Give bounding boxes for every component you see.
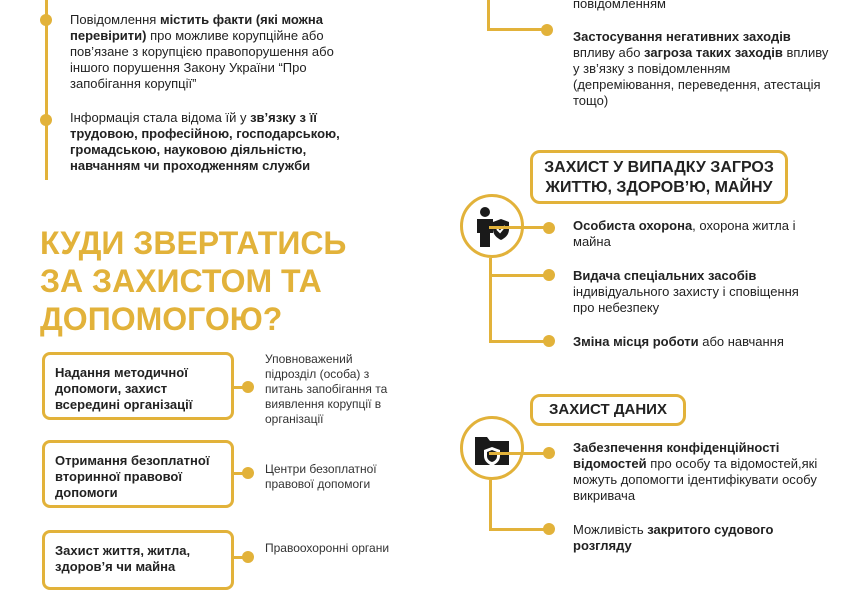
support-target-law-enforcement: Правоохоронні органи	[265, 541, 390, 555]
timeline-dot	[40, 114, 52, 126]
threat-item-relocation: Зміна місця роботи або навчання	[573, 334, 784, 349]
support-dot-3	[242, 551, 254, 563]
condition-facts-text: Повідомлення містить факти (які можна перевірити) про можливе корупційне або пов’язане з корупцією правопорушення або іншого порушення Закону України “Про запобігання корупції”	[70, 12, 334, 91]
right-top-line	[487, 0, 490, 30]
data-h2	[489, 528, 549, 531]
threat-timeline-line	[489, 258, 492, 342]
support-dot-1	[242, 381, 254, 393]
data-item-closed-trial: Можливість закритого судового розгляду	[573, 522, 774, 553]
negative-measures-text: Застосування негативних заходів впливу або загроза таких заходів впливу у зв’язку з повідомленням (депреміювання, переведення, атестація тощо)	[573, 29, 829, 108]
threat-item-guard: Особиста охорона, охорона житла і майна	[573, 218, 796, 249]
data-protection-title: ЗАХИСТ ДАНИХ	[530, 394, 686, 426]
left-timeline-line	[45, 0, 48, 180]
right-item0-text: повідомленням	[573, 0, 666, 11]
folder-shield-icon	[460, 416, 524, 480]
threat-item-equipment: Видача спеціальних засобів індивідуального захисту і сповіщення про небезпеку	[573, 268, 799, 315]
section-heading: КУДИ ЗВЕРТАТИСЬ ЗА ЗАХИСТОМ ТА ДОПОМОГОЮ?	[40, 225, 347, 337]
timeline-dot	[543, 335, 555, 347]
threat-protection-title: ЗАХИСТ У ВИПАДКУ ЗАГРОЗ ЖИТТЮ, ЗДОРОВ’Ю, МАЙНУ	[530, 150, 788, 204]
data-item-confidential: Забезпечення конфіденційності відомостей про особу та відомостей,які можуть допомогти ідентифікувати особу викривача	[573, 440, 818, 503]
threat-h3	[489, 340, 549, 343]
right-top-hline	[487, 28, 547, 31]
threat-h1	[489, 226, 549, 229]
timeline-dot	[541, 24, 553, 36]
timeline-dot	[543, 523, 555, 535]
support-box-methodical: Надання методичної допомоги, захист всередині організації	[42, 352, 234, 420]
support-box-law-enforcement: Захист життя, житла, здоров’я чи майна	[42, 530, 234, 590]
condition-relation-text: Інформація стала відома їй у зв’язку з її трудовою, професійною, господарською, громадською, науковою діяльністю, навчанням чи проходженням служби	[70, 110, 340, 173]
data-h1	[489, 452, 549, 455]
timeline-dot	[543, 447, 555, 459]
data-timeline-line	[489, 480, 492, 530]
timeline-dot	[40, 14, 52, 26]
support-box-legal-aid: Отримання безоплатної вторинної правової допомоги	[42, 440, 234, 508]
timeline-dot	[543, 269, 555, 281]
support-target-legal-aid: Центри безоплатної правової допомоги	[265, 462, 377, 491]
support-target-methodical: Уповноважений підрозділ (особа) з питань запобігання та виявлення корупції в організації	[265, 352, 388, 426]
timeline-dot	[543, 222, 555, 234]
support-dot-2	[242, 467, 254, 479]
threat-h2	[489, 274, 549, 277]
